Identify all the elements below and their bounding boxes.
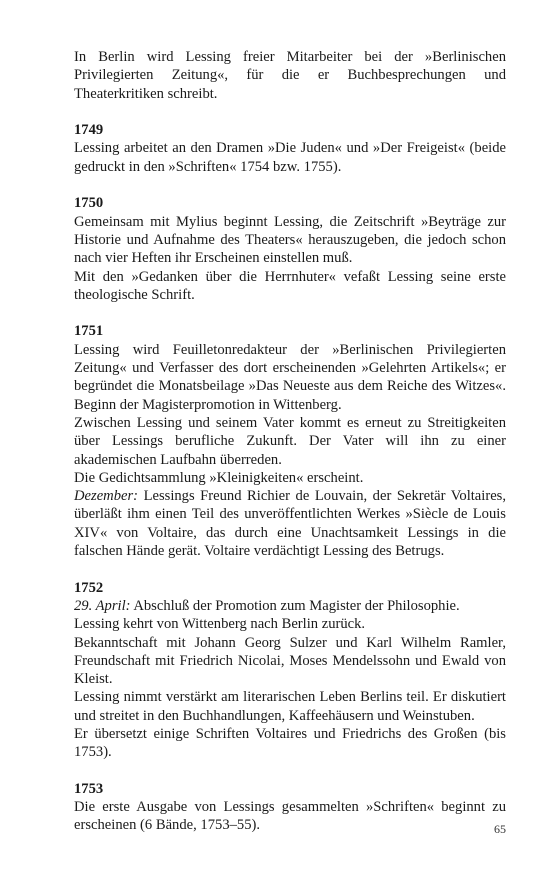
year-heading: 1752 [74,579,104,596]
paragraph-text: Mit den »Gedanken über die Herrnhuter« vefaßt Lessing seine erste theologische Schrift. [74,268,506,303]
paragraph-text: Abschluß der Promotion zum Magister der Philosophie. [130,597,460,614]
paragraph-text: Lessing nimmt verstärkt am literarischen Leben Berlins teil. Er diskutiert und streitet in den Buchhandlungen, Kaffeehäusern und Weinstuben. [74,689,506,724]
paragraph-text: Er übersetzt einige Schriften Voltaires und Friedrichs des Großen (bis 1753). [74,725,506,761]
book-page [74,48,506,853]
year-entry [74,780,506,835]
paragraph-text: Lessing kehrt von Wittenberg nach Berlin zurück. [74,616,366,633]
year-entry [74,579,506,762]
entry-paragraph [74,268,506,305]
entry-paragraph [74,414,506,469]
year-entry [74,194,506,304]
date-lead: Dezember: [74,488,139,505]
entry-paragraph [74,634,506,689]
paragraph-text: Die erste Ausgabe von Lessings gesammelten »Schriften« beginnt zu erscheinen (6 Bände, 1753–55). [74,799,506,834]
entry-paragraph [74,469,506,487]
intro-block [74,48,506,103]
intro-paragraph: In Berlin wird Lessing freier Mitarbeiter bei der »Berlinischen Privilegierten Zeitung«, für die er Buchbesprechungen und Theaterkritiken schreibt. [74,49,506,102]
paragraph-text: Lessing arbeitet an den Dramen »Die Juden« und »Der Freigeist« (beide gedruckt in den »Schriften« 1754 bzw. 1755). [74,140,506,175]
entry-paragraph [74,688,506,725]
year-entry [74,121,506,176]
entry-paragraph [74,725,506,762]
paragraph-text: Gemeinsam mit Mylius beginnt Lessing, die Zeitschrift »Beyträge zur Historie und Aufnahme des Theaters« herauszugeben, die jedoch schon nach vier Heften ihr Erscheinen einstellen muß. [74,213,506,267]
year-heading: 1749 [74,122,104,139]
paragraph-text: Lessing wird Feuilletonredakteur der »Berlinischen Privilegierten Zeitung« und Verfasser des dort erscheinenden »Gelehrten Artikels«; er begründet die Monatsbeilage »Das Neueste aus dem Reiche des Witzes«. Beginn der Magisterpromotion in Wittenberg. [74,341,506,413]
entry-paragraph [74,798,506,835]
paragraph-text: Lessings Freund Richier de Louvain, der Sekretär Voltaires, überläßt ihm einen Teil des unveröffentlichten Werkes »Siècle de Louis XIV« von Voltaire, das durch eine Unachtsamkeit Lessings in die falschen Hände gerät. Voltaire verdächtigt Lessing des Betrugs. [74,488,506,560]
entry-paragraph [74,615,506,633]
page-number: 65 [494,822,506,836]
entry-paragraph [74,341,506,414]
entry-paragraph [74,597,506,615]
paragraph-text: Bekanntschaft mit Johann Georg Sulzer und Karl Wilhelm Ramler, Freundschaft mit Friedrich Nicolai, Moses Mendelssohn und Ewald von Kleist. [74,634,506,688]
paragraph-text: Die Gedichtsammlung »Kleinigkeiten« erscheint. [74,469,364,486]
date-lead: 29. April: [74,597,131,614]
year-heading: 1751 [74,323,104,340]
year-heading: 1750 [74,195,104,212]
year-entry [74,322,506,560]
chronology-entries [74,121,506,835]
year-heading: 1753 [74,780,104,797]
entry-paragraph [74,487,506,560]
entry-paragraph [74,139,506,176]
entry-paragraph [74,213,506,268]
paragraph-text: Zwischen Lessing und seinem Vater kommt es erneut zu Streitigkeiten über Lessings berufliche Zukunft. Der Vater will ihn zu einer akademischen Laufbahn überreden. [74,414,506,468]
